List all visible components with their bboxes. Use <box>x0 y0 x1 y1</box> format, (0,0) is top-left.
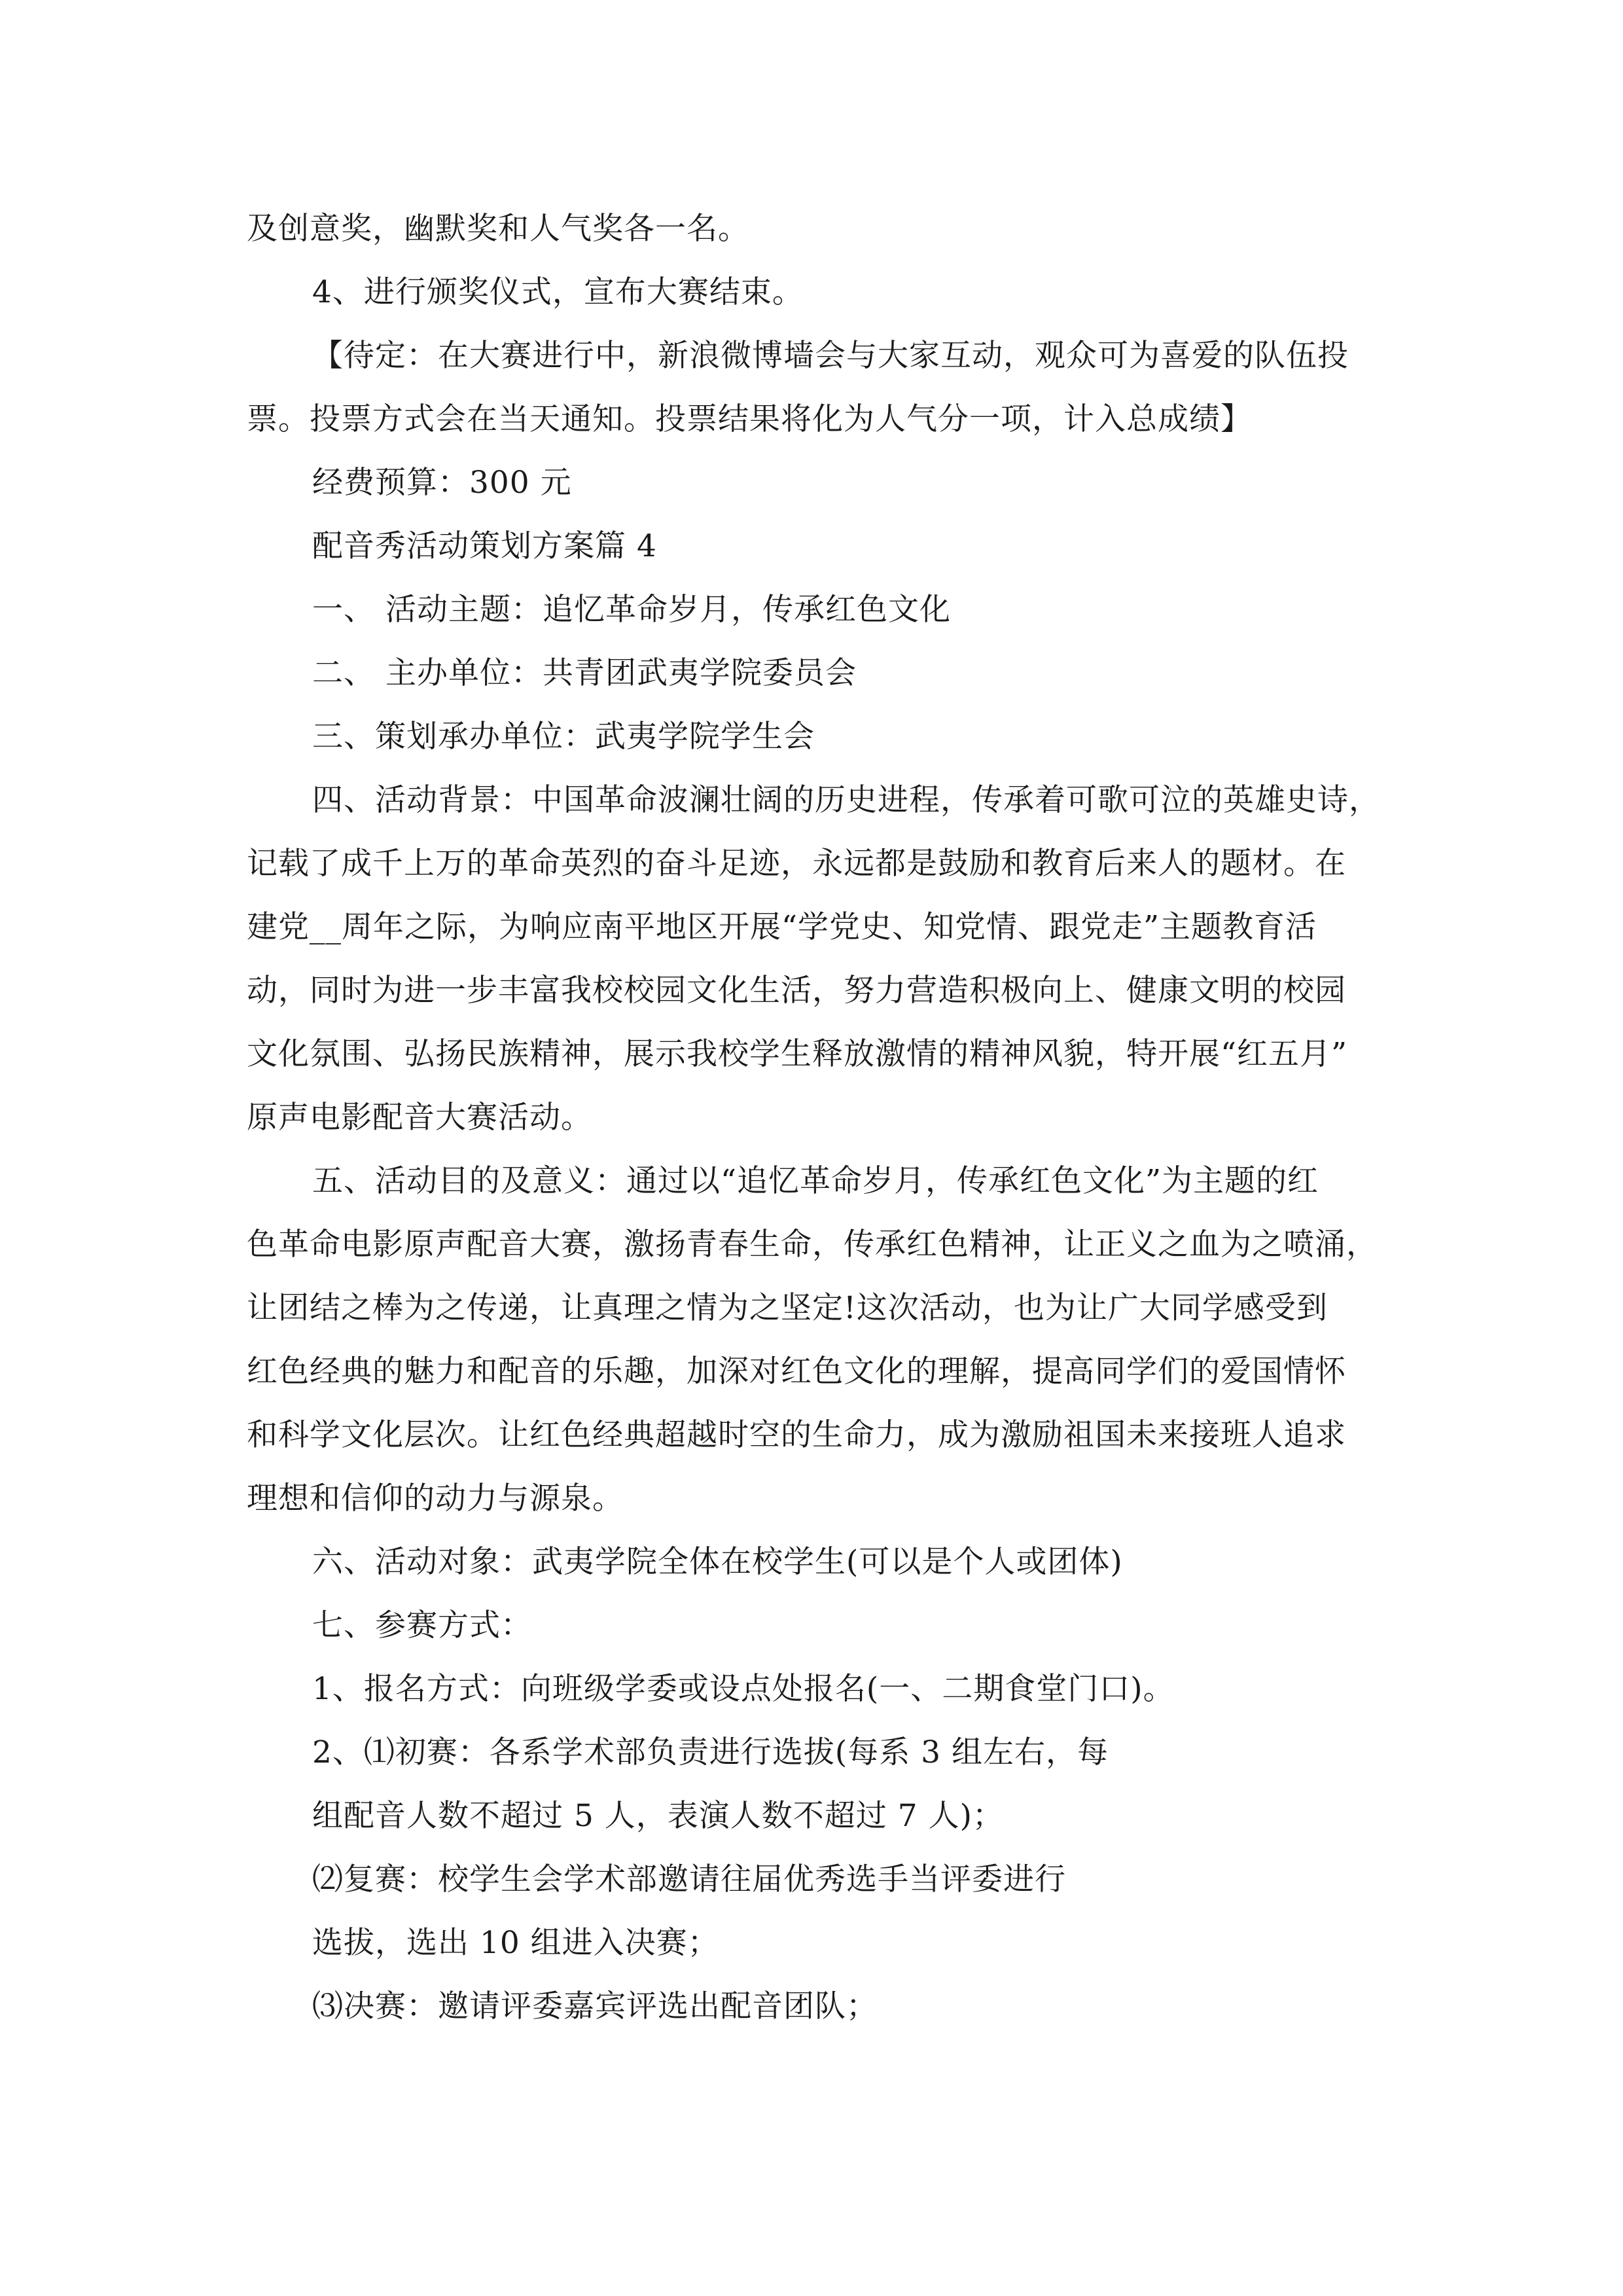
text-line-7: 一、 活动主题：追忆革命岁月，传承红色文化 <box>312 592 951 628</box>
text-line-5: 经费预算：300 元 <box>312 465 572 501</box>
text-line-22: 六、活动对象：武夷学院全体在校学生(可以是个人或团体) <box>312 1544 1123 1580</box>
text-line-12: 建党__周年之际，为响应南平地区开展“学党史、知党情、跟党走”主题教育活 <box>247 909 1317 945</box>
text-line-28: 选拔，选出 10 组进入决赛； <box>312 1925 719 1961</box>
text-line-4: 票。投票方式会在当天通知。投票结果将化为人气分一项，计入总成绩】 <box>247 401 1252 437</box>
text-line-8: 二、 主办单位：共青团武夷学院委员会 <box>312 655 857 691</box>
text-line-20: 和科学文化层次。让红色经典超越时空的生命力，成为激励祖国未来接班人追求 <box>247 1417 1346 1453</box>
text-line-13: 动，同时为进一步丰富我校校园文化生活，努力营造积极向上、健康文明的校园 <box>247 973 1346 1009</box>
text-line-21: 理想和信仰的动力与源泉。 <box>247 1480 624 1516</box>
text-line-1: 及创意奖，幽默奖和人气奖各一名。 <box>247 211 749 247</box>
text-line-29: ⑶决赛：邀请评委嘉宾评选出配音团队； <box>312 1988 878 2024</box>
text-line-11: 记载了成千上万的革命英烈的奋斗足迹，永远都是鼓励和教育后来人的题材。在 <box>247 846 1346 882</box>
section-heading: 配音秀活动策划方案篇 4 <box>312 528 657 564</box>
text-line-24: 1、报名方式：向班级学委或设点处报名(一、二期食堂门口)。 <box>312 1671 1175 1707</box>
text-line-17: 色革命电影原声配音大赛，激扬青春生命，传承红色精神，让正义之血为之喷涌， <box>247 1227 1378 1263</box>
text-line-10: 四、活动背景：中国革命波澜壮阔的历史进程，传承着可歌可泣的英雄史诗， <box>312 782 1380 818</box>
text-line-19: 红色经典的魅力和配音的乐趣，加深对红色文化的理解，提高同学们的爱国情怀 <box>247 1354 1346 1390</box>
text-line-2: 4、进行颁奖仪式，宣布大赛结束。 <box>312 274 804 310</box>
text-line-14: 文化氛围、弘扬民族精神，展示我校学生释放激情的精神风貌，特开展“红五月” <box>247 1036 1348 1072</box>
text-line-15: 原声电影配音大赛活动。 <box>247 1100 592 1136</box>
text-line-26: 组配音人数不超过 5 人，表演人数不超过 7 人)； <box>312 1798 1004 1834</box>
text-line-9: 三、策划承办单位：武夷学院学生会 <box>312 719 815 755</box>
text-line-16: 五、活动目的及意义：通过以“追忆革命岁月，传承红色文化”为主题的红 <box>312 1163 1319 1199</box>
text-line-25: 2、⑴初赛：各系学术部负责进行选拔(每系 3 组左右，每 <box>312 1734 1109 1770</box>
text-line-3: 【待定：在大赛进行中，新浪微博墙会与大家互动，观众可为喜爱的队伍投 <box>312 338 1349 374</box>
text-line-18: 让团结之棒为之传递，让真理之情为之坚定!这次活动，也为让广大同学感受到 <box>247 1290 1328 1326</box>
text-line-23: 七、参赛方式： <box>312 1607 532 1643</box>
text-line-27: ⑵复赛：校学生会学术部邀请往届优秀选手当评委进行 <box>312 1861 1066 1897</box>
